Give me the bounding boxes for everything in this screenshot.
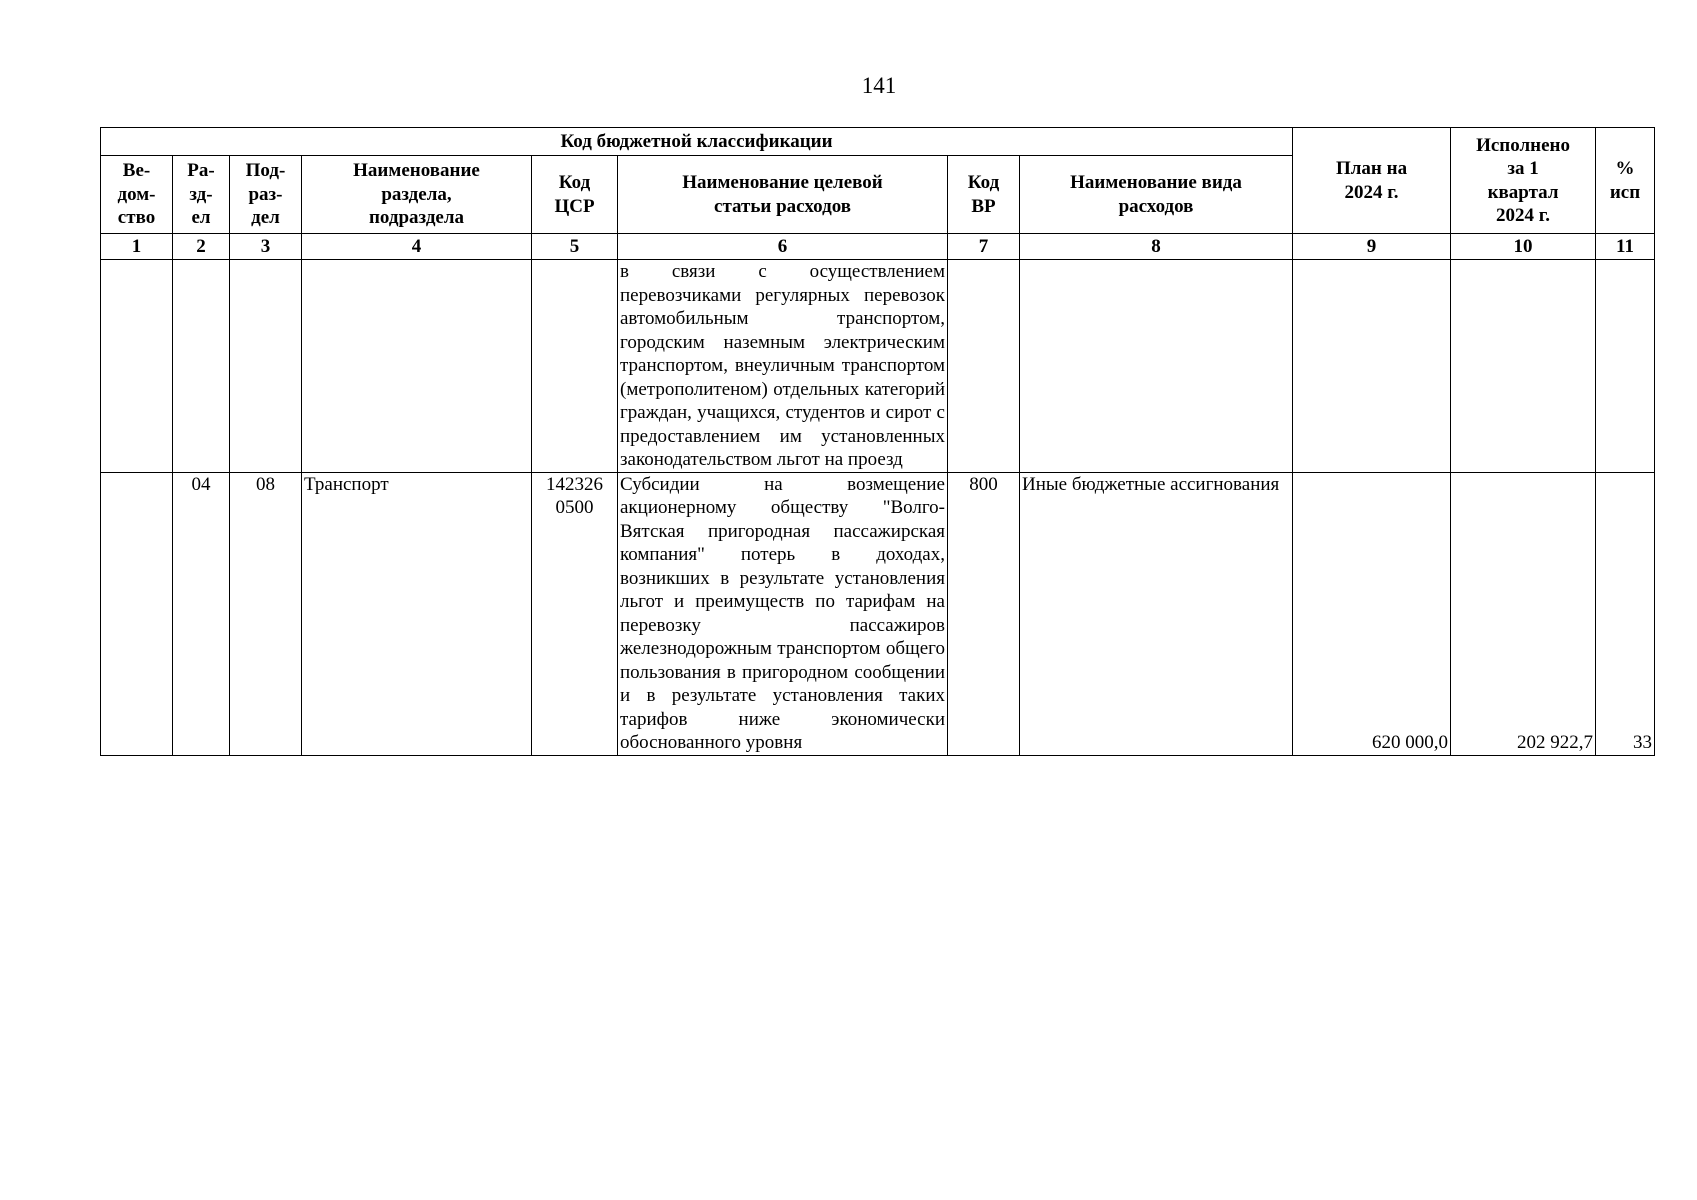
col-header-csr: Код ЦСР (532, 156, 618, 234)
cell-razdel: 04 (173, 472, 230, 755)
cell-plan: 620 000,0 (1293, 472, 1451, 755)
col-number: 11 (1596, 234, 1655, 260)
col-number: 6 (618, 234, 948, 260)
cell-executed: 202 922,7 (1451, 472, 1596, 755)
cell-percent: 33 (1596, 472, 1655, 755)
col-number: 7 (948, 234, 1020, 260)
col-header-percent: % исп (1596, 128, 1655, 234)
col-header-razdel: Ра- зд- ел (173, 156, 230, 234)
col-header-vedomstvo: Ве- дом- ство (101, 156, 173, 234)
col-header-podrazdel: Под- раз- дел (230, 156, 302, 234)
cell-target-name: Субсидии на возмещение акционерному обществу "Волго-Вятская пригородная пассажирская компания" потерь в доходах, возникших в результате установления льгот и преимуществ по тарифам на перевозку пассажиров железнодорожным транспортом общего пользования в пригородном сообщении и в результате установления таких тарифов ниже экономически обоснованного уровня (618, 472, 948, 755)
cell-csr (532, 260, 618, 473)
cell-vr: 800 (948, 472, 1020, 755)
cell-csr: 142326 0500 (532, 472, 618, 755)
cell-percent (1596, 260, 1655, 473)
cell-vr-name (1020, 260, 1293, 473)
cell-section-name: Транспорт (302, 472, 532, 755)
col-number: 1 (101, 234, 173, 260)
cell-podrazdel: 08 (230, 472, 302, 755)
cell-podrazdel (230, 260, 302, 473)
table-row (101, 472, 1655, 755)
col-header-plan: План на 2024 г. (1293, 128, 1451, 234)
col-number: 3 (230, 234, 302, 260)
cell-vr (948, 260, 1020, 473)
col-header-vr: Код ВР (948, 156, 1020, 234)
table-row (101, 260, 1655, 473)
col-header-section-name: Наименование раздела, подраздела (302, 156, 532, 234)
page-number: 141 (861, 73, 897, 98)
cell-vedomstvo (101, 260, 173, 473)
col-header-vr-name: Наименование вида расходов (1020, 156, 1293, 234)
col-number: 2 (173, 234, 230, 260)
cell-vedomstvo (101, 472, 173, 755)
cell-plan (1293, 260, 1451, 473)
cell-target-name: в связи с осуществлением перевозчиками регулярных перевозок автомобильным транспортом, городским наземным электрическим транспортом, внеуличным транспортом (метрополитеном) отдельных категорий граждан, учащихся, студентов и сирот с предоставлением им установленных законодательством льгот на проезд (618, 260, 948, 473)
col-number: 8 (1020, 234, 1293, 260)
cell-executed (1451, 260, 1596, 473)
group-header: Код бюджетной классификации (101, 128, 1293, 156)
cell-vr-name: Иные бюджетные ассигнования (1020, 472, 1293, 755)
cell-section-name (302, 260, 532, 473)
col-number: 5 (532, 234, 618, 260)
col-header-target-name: Наименование целевой статьи расходов (618, 156, 948, 234)
col-number: 10 (1451, 234, 1596, 260)
cell-razdel (173, 260, 230, 473)
budget-table (100, 127, 1655, 756)
col-number: 9 (1293, 234, 1451, 260)
col-header-executed: Исполнено за 1 квартал 2024 г. (1451, 128, 1596, 234)
col-number: 4 (302, 234, 532, 260)
